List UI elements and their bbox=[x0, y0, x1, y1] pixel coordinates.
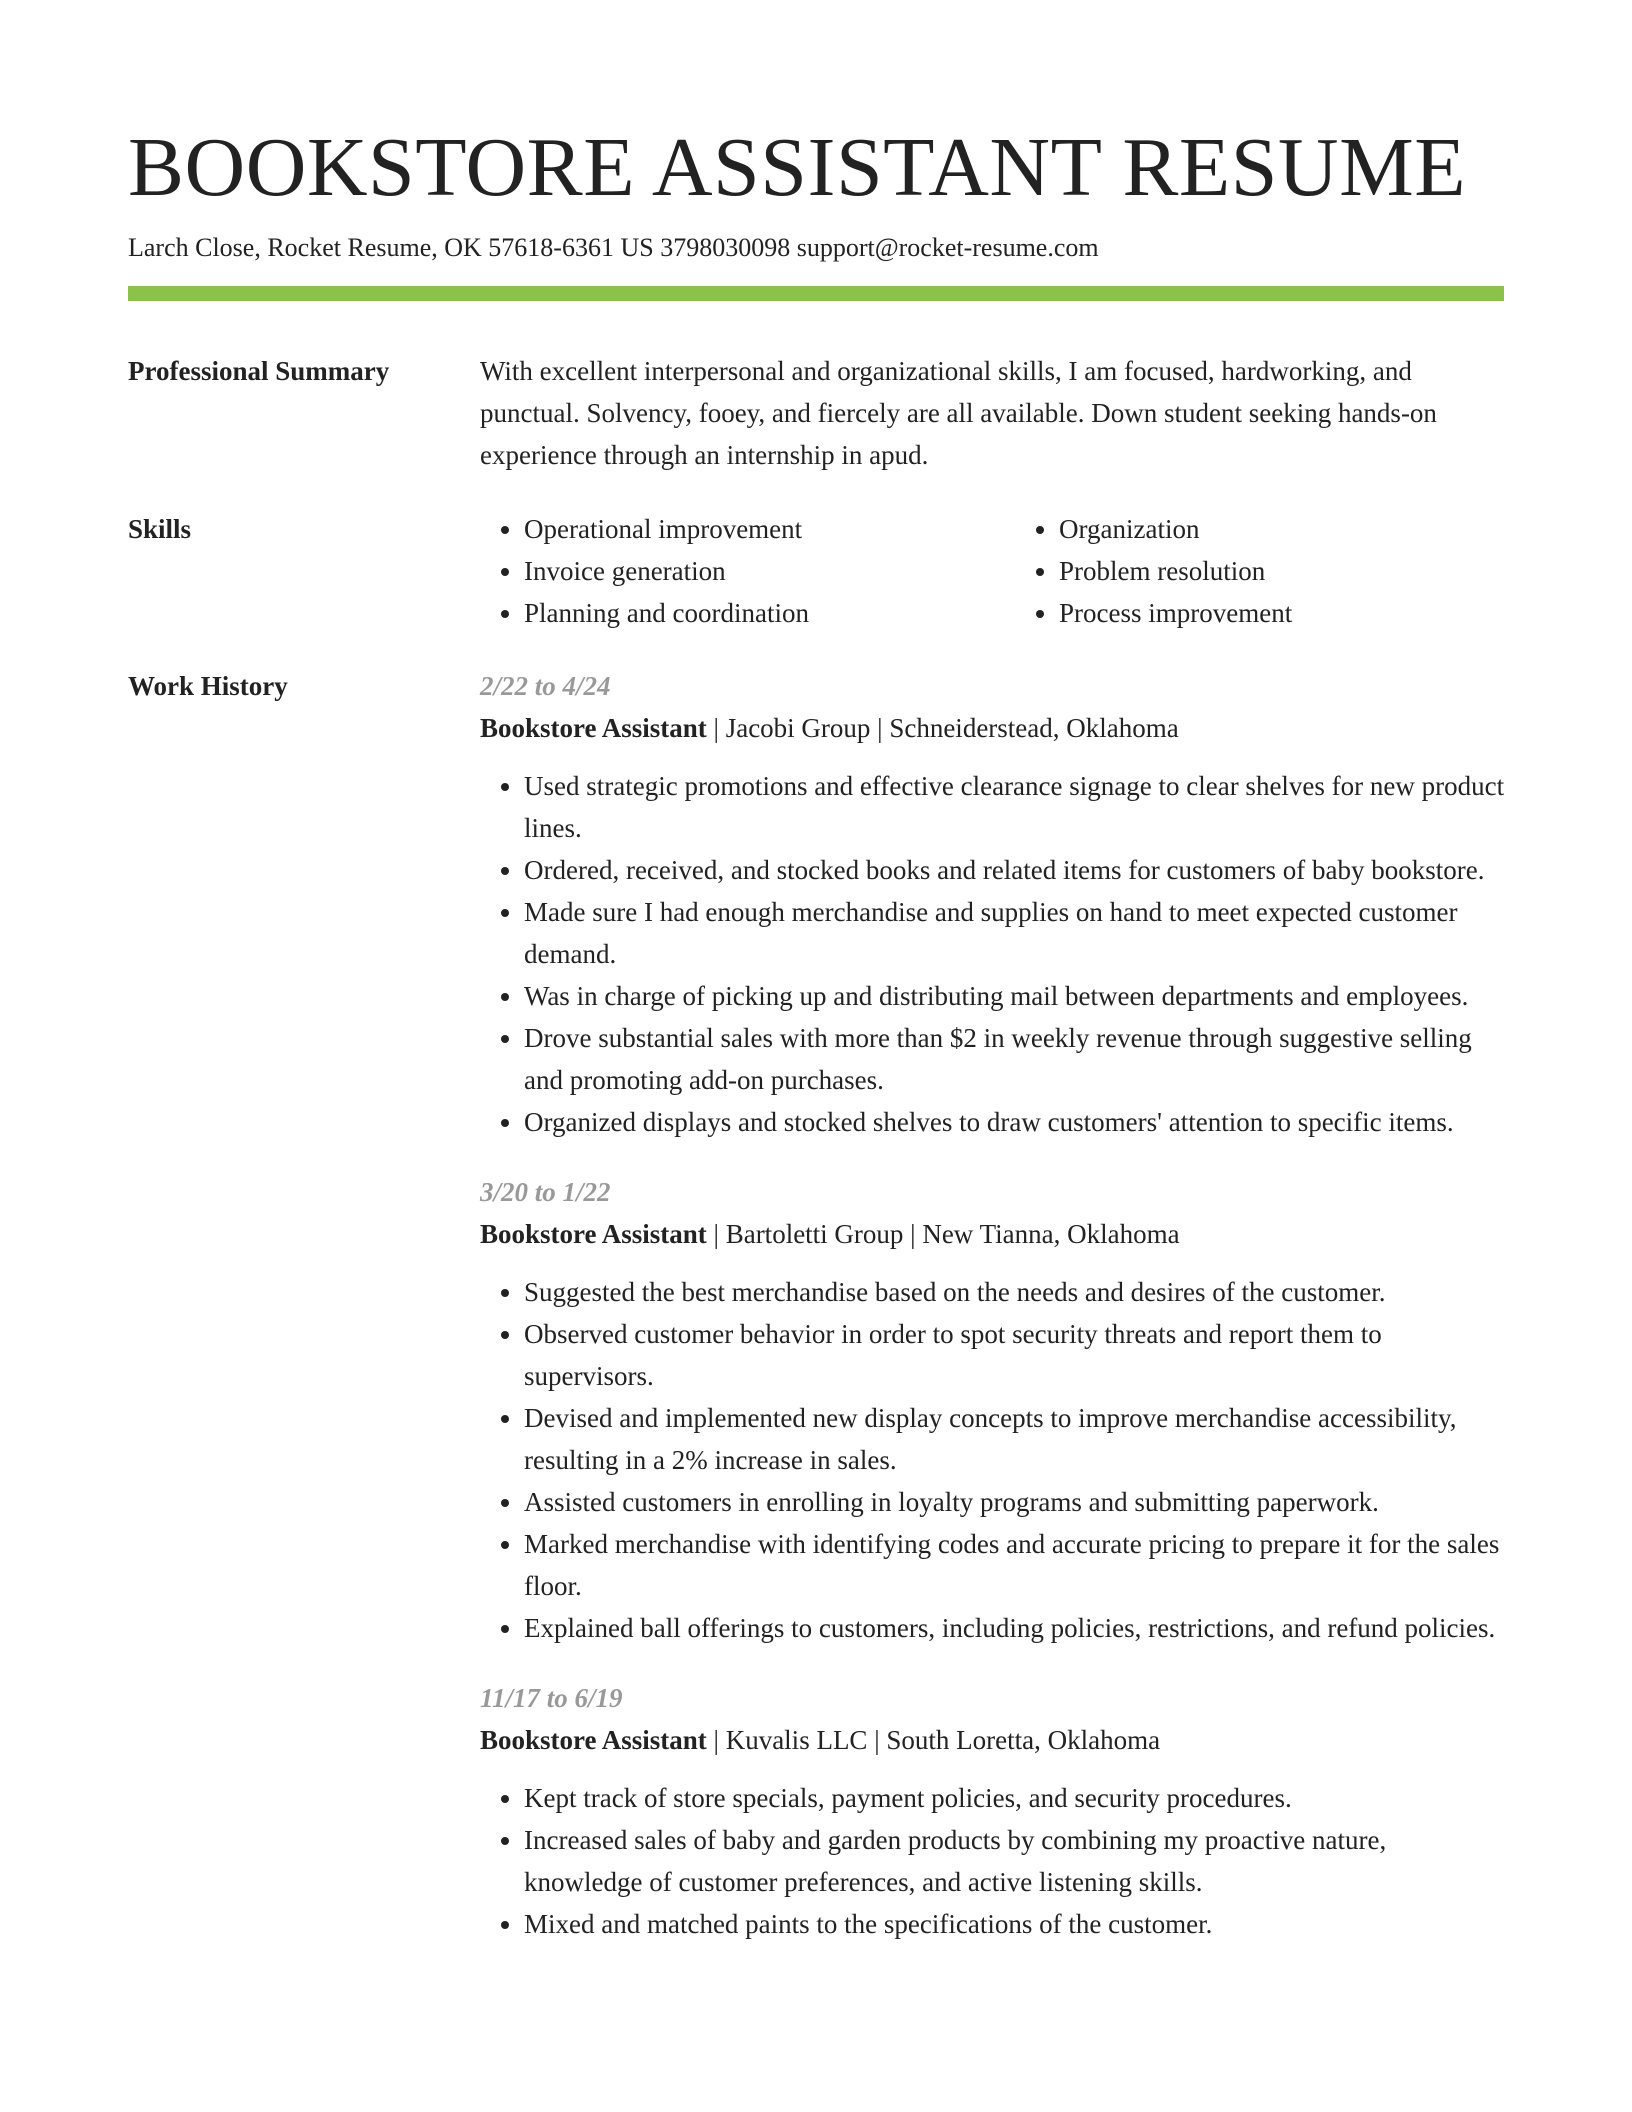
resume-title: BOOKSTORE ASSISTANT RESUME bbox=[128, 121, 1467, 214]
job-entry bbox=[480, 665, 1506, 1143]
job-bullet: • Made sure I had enough merchandise and supplies on hand to meet expected customer demand. bbox=[524, 891, 1506, 975]
job-bullet: • Marked merchandise with identifying codes and accurate pricing to prepare it for the sales floor. bbox=[524, 1523, 1506, 1607]
job-dates: 3/20 to 1/22 bbox=[480, 1177, 611, 1207]
job-title: Bookstore Assistant bbox=[480, 713, 707, 743]
job-bullets bbox=[480, 1777, 1506, 1945]
job-entry bbox=[480, 1171, 1506, 1649]
skill-item: • Process improvement bbox=[1059, 592, 1506, 634]
skills-column-2 bbox=[1015, 508, 1506, 634]
job-heading bbox=[480, 707, 1506, 749]
contact-line: Larch Close, Rocket Resume, OK 57618-6361 US 3798030098 support@rocket-resume.com bbox=[128, 233, 1099, 262]
section-label-work: Work History bbox=[128, 671, 288, 701]
job-bullets bbox=[480, 765, 1506, 1143]
job-bullet: • Used strategic promotions and effective clearance signage to clear shelves for new product lines. bbox=[524, 765, 1506, 849]
job-company: Bartoletti Group bbox=[725, 1219, 904, 1249]
job-bullet: • Ordered, received, and stocked books and related items for customers of baby bookstore. bbox=[524, 849, 1506, 891]
summary-text: With excellent interpersonal and organizational skills, I am focused, hardworking, and punctual. Solvency, fooey, and fiercely are all available. Down student seeking hands-on experience through an internship in apud. bbox=[480, 356, 1437, 470]
accent-divider bbox=[128, 286, 1504, 301]
section-label-summary: Professional Summary bbox=[128, 356, 390, 386]
job-entry bbox=[480, 1677, 1506, 1945]
job-heading bbox=[480, 1719, 1506, 1761]
skill-item: • Planning and coordination bbox=[524, 592, 971, 634]
job-bullet: • Kept track of store specials, payment policies, and security procedures. bbox=[524, 1777, 1506, 1819]
job-bullet: • Was in charge of picking up and distributing mail between departments and employees. bbox=[524, 975, 1506, 1017]
separator: | bbox=[706, 1219, 726, 1249]
job-bullet: • Drove substantial sales with more than $2 in weekly revenue through suggestive selling and promoting add-on purchases. bbox=[524, 1017, 1506, 1101]
skill-item: • Problem resolution bbox=[1059, 550, 1506, 592]
job-title: Bookstore Assistant bbox=[480, 1725, 707, 1755]
job-bullet: • Increased sales of baby and garden products by combining my proactive nature, knowledge of customer preferences, and active listening skills. bbox=[524, 1819, 1506, 1903]
job-company: Kuvalis LLC bbox=[725, 1725, 868, 1755]
skills-column-1 bbox=[480, 508, 971, 634]
skill-item: • Invoice generation bbox=[524, 550, 971, 592]
skill-item: • Organization bbox=[1059, 508, 1506, 550]
job-location: Schneiderstead, Oklahoma bbox=[889, 713, 1179, 743]
job-title: Bookstore Assistant bbox=[480, 1219, 707, 1249]
job-dates: 2/22 to 4/24 bbox=[480, 671, 611, 701]
job-location: New Tianna, Oklahoma bbox=[922, 1219, 1180, 1249]
job-company: Jacobi Group bbox=[725, 713, 871, 743]
job-bullet: • Assisted customers in enrolling in loyalty programs and submitting paperwork. bbox=[524, 1481, 1506, 1523]
job-heading bbox=[480, 1213, 1506, 1255]
job-bullets bbox=[480, 1271, 1506, 1649]
job-bullet: • Mixed and matched paints to the specifications of the customer. bbox=[524, 1903, 1506, 1945]
job-bullet: • Suggested the best merchandise based on the needs and desires of the customer. bbox=[524, 1271, 1506, 1313]
job-bullet: • Explained ball offerings to customers, including policies, restrictions, and refund policies. bbox=[524, 1607, 1506, 1649]
job-dates: 11/17 to 6/19 bbox=[480, 1683, 623, 1713]
separator: | bbox=[867, 1725, 887, 1755]
separator: | bbox=[706, 713, 726, 743]
skill-item: • Operational improvement bbox=[524, 508, 971, 550]
skills-content bbox=[480, 508, 1506, 634]
job-location: South Loretta, Oklahoma bbox=[886, 1725, 1161, 1755]
separator: | bbox=[870, 713, 890, 743]
work-content bbox=[480, 665, 1506, 1973]
job-bullet: • Observed customer behavior in order to spot security threats and report them to supervisors. bbox=[524, 1313, 1506, 1397]
separator: | bbox=[706, 1725, 726, 1755]
job-bullet: • Devised and implemented new display concepts to improve merchandise accessibility, resulting in a 2% increase in sales. bbox=[524, 1397, 1506, 1481]
job-bullet: • Organized displays and stocked shelves to draw customers' attention to specific items. bbox=[524, 1101, 1506, 1143]
section-label-skills: Skills bbox=[128, 514, 192, 544]
summary-content bbox=[480, 350, 1506, 476]
separator: | bbox=[903, 1219, 923, 1249]
